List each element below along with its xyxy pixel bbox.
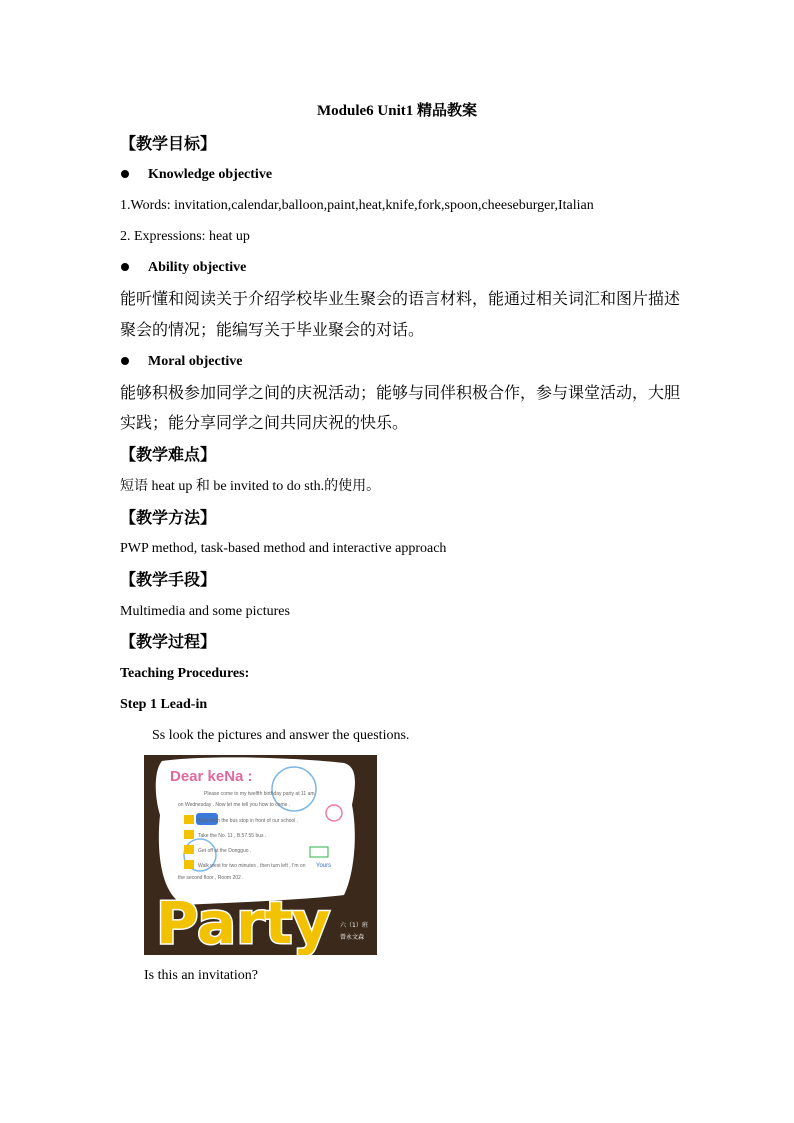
bullet-icon: [121, 357, 129, 365]
page-title: Module6 Unit1 精品教案: [316, 103, 477, 119]
card-heading: Dear keNa :: [170, 768, 253, 785]
question-text: Is this an invitation?: [144, 968, 258, 983]
card-line-2: on Wednesday . Now let me tell you how to come .: [178, 802, 291, 808]
ability-text-line-1: 能听懂和阅读关于介绍学校毕业生聚会的语言材料，能通过相关词汇和图片描述: [120, 289, 681, 308]
bullet-icon: [121, 263, 129, 271]
method-text: PWP method, task-based method and interactive approach: [120, 541, 447, 556]
card-step-1: Start from the bus stop in front of our school .: [198, 818, 299, 824]
party-lettering: [156, 889, 330, 955]
section-heading-method: 【教学方法】: [120, 508, 217, 527]
teaching-procedures-label: Teaching Procedures:: [120, 666, 250, 681]
bullet-icon: [121, 170, 129, 178]
name-label: 曾永文森: [340, 934, 365, 941]
card-step-5: the second floor , Room 202 .: [178, 875, 244, 881]
class-label: 六（1）班: [340, 922, 368, 929]
section-heading-difficulty: 【教学难点】: [120, 445, 217, 464]
moral-text-line-1: 能够积极参加同学之间的庆祝活动；能够与同伴积极合作，参与课堂活动，大胆: [120, 383, 681, 402]
expressions-line: 2. Expressions: heat up: [120, 229, 250, 244]
invitation-photo: [144, 755, 377, 955]
moral-objective-label: Moral objective: [148, 354, 243, 369]
section-heading-objectives: 【教学目标】: [120, 134, 217, 153]
difficulty-text: 短语 heat up 和 be invited to do sth.的使用。: [120, 479, 381, 494]
step1-label: Step 1 Lead-in: [120, 697, 208, 712]
card-step-3: Get off at the Dongguo .: [198, 848, 252, 854]
words-line: 1.Words: invitation,calendar,balloon,paint,heat,knife,fork,spoon,cheeseburger,Italian: [120, 198, 594, 213]
section-heading-process: 【教学过程】: [120, 632, 217, 651]
step-number-box: [184, 845, 194, 854]
means-text: Multimedia and some pictures: [120, 604, 290, 619]
card-step-2: Take the No. 11 , B.57.55 bus .: [198, 833, 267, 839]
moral-text-line-2: 实践；能分享同学之间共同庆祝的快乐。: [120, 413, 409, 432]
card-step-4: Walk west for two minutes , then turn left , I'm on: [198, 863, 306, 869]
party-word: Party: [156, 889, 331, 955]
knowledge-objective-label: Knowledge objective: [148, 167, 273, 182]
step1-text: Ss look the pictures and answer the questions.: [152, 728, 410, 743]
step-number-box: [184, 815, 194, 824]
step-number-box: [184, 860, 194, 869]
card-signature: Yours: [316, 863, 332, 869]
ability-text-line-2: 聚会的情况；能编写关于毕业聚会的对话。: [120, 320, 425, 339]
card-line-1: Please come to my twelfth birthday party at 11 am: [204, 791, 315, 797]
section-heading-means: 【教学手段】: [120, 570, 217, 589]
step-number-box: [184, 830, 194, 839]
ability-objective-label: Ability objective: [148, 260, 247, 275]
